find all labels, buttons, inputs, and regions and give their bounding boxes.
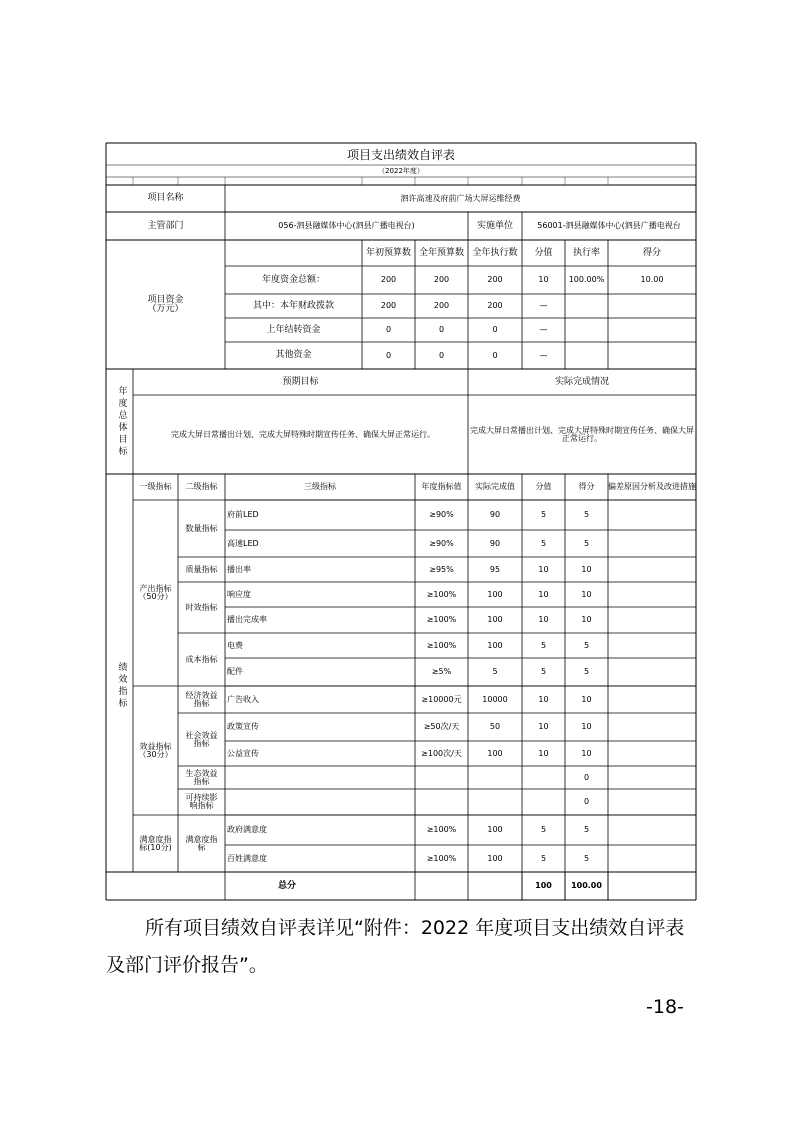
perf-row-score	[565, 500, 608, 530]
perf-row-name	[227, 845, 415, 872]
fund-cell	[565, 342, 608, 369]
dept-label-text: 主管部门	[147, 220, 184, 231]
perf-row-name	[227, 713, 415, 741]
fund-cell	[608, 318, 696, 342]
perf-row-actual	[468, 582, 522, 607]
perf-row-weight-text: 5	[540, 825, 547, 834]
dept-label	[106, 212, 225, 240]
perf-row-score	[565, 815, 608, 845]
perf-row-name-text: 响应度	[227, 589, 251, 599]
perf-row-score	[565, 766, 608, 789]
perf-row-score-text: 5	[583, 853, 590, 863]
perf-header-target	[415, 474, 468, 500]
goal-actual-text	[470, 395, 694, 474]
perf-row-target	[415, 607, 468, 633]
level2-satisfaction	[178, 815, 225, 872]
fund-header	[468, 240, 522, 266]
perf-row-weight-text: 10	[538, 589, 549, 599]
perf-header-level1	[133, 474, 178, 500]
perf-row-score	[565, 633, 608, 658]
perf-row-weight	[522, 815, 565, 845]
goal-expected-header-text: 预期目标	[282, 376, 319, 387]
perf-row-score-text: 10	[581, 564, 592, 574]
perf-header-weight	[522, 474, 565, 500]
perf-row-target	[415, 557, 468, 582]
perf-row-actual	[468, 815, 522, 845]
level2-timeliness	[178, 582, 225, 633]
project-name-value-text: 泗许高速及府前广场大屏运维经费	[400, 193, 521, 203]
perf-row-actual-text: 100	[487, 640, 503, 650]
total-label-text: 总分	[277, 880, 296, 891]
perf-header-level1-text: 一级指标	[139, 482, 172, 491]
perf-row-actual	[468, 557, 522, 582]
goal-expected-text-text: 完成大屏日常播出计划、完成大屏特殊时期宣传任务、确保大屏正常运行。	[171, 429, 435, 439]
perf-row-name	[227, 530, 415, 557]
perf-row-weight	[522, 633, 565, 658]
perf-header-score	[565, 474, 608, 500]
perf-row-weight	[522, 713, 565, 741]
fund-row-name-text: 年度资金总额：	[261, 274, 325, 285]
fund-cell-text: 200	[380, 301, 397, 310]
fund-cell-text: 0	[438, 325, 445, 334]
paragraph-text: 所有项目绩效自评表详见“附件：2022 年度项目支出绩效自评表及部门评价报告”。	[106, 917, 685, 976]
perf-row-target	[415, 766, 468, 789]
perf-row-actual	[468, 686, 522, 713]
perf-row-score-text: 10	[581, 748, 592, 758]
perf-row-actual	[468, 789, 522, 815]
goal-actual-text-text: 完成大屏日常播出计划、完成大屏特殊时期宣传任务、确保大屏正常运行。	[470, 425, 694, 443]
table-title	[106, 146, 696, 163]
goal-actual-header	[468, 369, 696, 395]
total-label	[106, 872, 468, 900]
perf-row-weight-text: 5	[540, 640, 547, 650]
perf-header-weight-text: 分值	[535, 482, 552, 491]
perf-row-weight-text: 10	[538, 564, 549, 574]
fund-label-text: 项目资金 （万元）	[147, 294, 184, 314]
goal-label-text: 年度总体目标	[116, 386, 127, 458]
level1-benefit	[133, 686, 178, 815]
level2-sustainable-text: 可持续影 响指标	[185, 793, 218, 810]
fund-row-name-text: 其他资金	[275, 350, 312, 360]
perf-header-target-text: 年度指标值	[421, 482, 462, 491]
fund-row-name	[225, 318, 362, 342]
fund-cell	[362, 294, 415, 318]
perf-row-name-text: 百姓满意度	[227, 853, 267, 863]
perf-row-actual	[468, 741, 522, 766]
perf-row-score	[565, 658, 608, 686]
perf-row-name-text: 广告收入	[227, 694, 259, 704]
level1-output	[133, 500, 178, 686]
perf-row-target	[415, 633, 468, 658]
perf-row-actual-text: 100	[487, 589, 503, 599]
perf-row-score-text: 10	[581, 694, 592, 704]
perf-row-score-text: 0	[583, 772, 590, 782]
perf-row-weight	[522, 557, 565, 582]
perf-row-score-text: 5	[583, 510, 590, 519]
perf-row-actual	[468, 633, 522, 658]
perf-row-actual	[468, 530, 522, 557]
perf-header-deviation	[608, 474, 696, 500]
fund-cell-text: 200	[487, 301, 503, 310]
perf-header-actual-text: 实际完成值	[475, 482, 515, 491]
table-year-text: （2022年度）	[378, 167, 424, 175]
fund-cell	[522, 318, 565, 342]
fund-cell	[522, 294, 565, 318]
perf-row-target	[415, 815, 468, 845]
perf-row-target	[415, 582, 468, 607]
perf-header-score-text: 得分	[578, 482, 595, 491]
perf-row-actual	[468, 713, 522, 741]
perf-row-target	[415, 789, 468, 815]
perf-row-weight	[522, 607, 565, 633]
impl-label	[468, 212, 522, 240]
body-paragraph	[106, 910, 696, 984]
perf-row-actual	[468, 658, 522, 686]
perf-row-target-text: ≥100%	[426, 615, 457, 624]
perf-row-name	[227, 500, 415, 530]
fund-cell	[565, 266, 608, 294]
perf-row-target-text: ≥90%	[429, 538, 454, 548]
fund-cell-text: —	[539, 301, 548, 310]
perf-row-score-text: 0	[583, 797, 590, 806]
fund-cell	[522, 266, 565, 294]
fund-row-name	[225, 266, 362, 294]
level1-satisfaction	[133, 815, 178, 872]
perf-row-actual-text: 100	[487, 748, 503, 758]
perf-row-weight-text: 10	[538, 722, 549, 731]
fund-cell	[415, 318, 468, 342]
perf-row-score-text: 10	[581, 589, 592, 599]
perf-row-name-text: 播出完成率	[227, 615, 267, 624]
total-weight	[522, 872, 565, 900]
level2-ecological	[178, 766, 225, 789]
fund-cell	[565, 318, 608, 342]
perf-row-score	[565, 607, 608, 633]
perf-row-score-text: 10	[581, 615, 592, 624]
perf-row-target-text: ≥100次/天	[421, 748, 462, 758]
total-score-text: 100.00	[571, 881, 602, 890]
page-number: -18-	[646, 996, 684, 1018]
fund-cell-text: 200	[380, 275, 397, 284]
perf-row-name-text: 公益宣传	[227, 748, 259, 758]
perf-row-score-text: 5	[583, 538, 590, 548]
level1-output-text: 产出指标 （50分）	[138, 584, 173, 601]
impl-label-text: 实施单位	[476, 220, 513, 231]
perf-row-name	[227, 789, 415, 815]
perf-row-weight	[522, 741, 565, 766]
goal-expected-text	[140, 395, 466, 474]
perf-row-name-text: 电费	[227, 640, 243, 650]
dept-value	[225, 212, 468, 240]
table-title-text: 项目支出绩效自评表	[346, 147, 455, 162]
perf-row-score	[565, 713, 608, 741]
perf-row-name-text: 府前LED	[227, 510, 259, 519]
fund-cell	[468, 294, 522, 318]
perf-row-weight-text: 5	[540, 853, 547, 863]
perf-row-score-text: 5	[583, 667, 590, 676]
perf-row-actual-text: 100	[487, 853, 503, 863]
fund-cell-text: —	[539, 325, 548, 334]
fund-cell	[522, 342, 565, 369]
perf-row-actual	[468, 607, 522, 633]
perf-row-weight	[522, 500, 565, 530]
fund-header	[415, 240, 468, 266]
fund-cell	[468, 266, 522, 294]
fund-cell-text: 0	[492, 325, 498, 334]
perf-row-target	[415, 845, 468, 872]
perf-header-level2-text: 二级指标	[185, 482, 218, 491]
perf-row-target-text: ≥100%	[426, 589, 457, 599]
fund-header-text: 分值	[534, 247, 553, 258]
level2-cost-text: 成本指标	[185, 654, 218, 664]
perf-row-weight-text: 10	[538, 694, 549, 704]
level2-social-text: 社会效益 指标	[185, 730, 218, 748]
level2-quality-text: 质量指标	[185, 564, 218, 574]
perf-row-score	[565, 686, 608, 713]
fund-cell-text: 0	[385, 350, 392, 360]
perf-row-name-text: 配件	[227, 667, 243, 676]
fund-header-text: 得分	[642, 247, 661, 258]
impl-value-text: 56001-泗县融媒体中心(泗县广播电视台	[537, 221, 681, 230]
perf-row-name	[227, 741, 415, 766]
perf-row-weight	[522, 658, 565, 686]
fund-cell-text: 0	[438, 350, 445, 360]
fund-cell	[565, 294, 608, 318]
perf-row-actual-text: 90	[489, 510, 501, 519]
perf-row-score	[565, 530, 608, 557]
fund-header-text: 全年执行数	[472, 247, 518, 258]
perf-row-actual-text: 5	[492, 667, 498, 676]
impl-value	[522, 212, 696, 240]
level2-social	[178, 713, 225, 766]
perf-row-target-text: ≥100%	[426, 825, 457, 834]
perf-row-weight-text: 10	[538, 615, 549, 624]
perf-row-actual-text: 10000	[482, 694, 508, 704]
fund-header-text: 执行率	[572, 247, 600, 258]
fund-header	[565, 240, 608, 266]
perf-header-deviation-text: 偏差原因分析及改进措施	[608, 482, 696, 491]
fund-cell	[608, 266, 696, 294]
perf-row-actual-text: 95	[489, 564, 501, 574]
perf-row-actual	[468, 766, 522, 789]
perf-row-target-text: ≥95%	[429, 564, 454, 574]
perf-row-name-text: 高速LED	[227, 538, 259, 548]
perf-row-target	[415, 530, 468, 557]
perf-row-weight	[522, 686, 565, 713]
perf-row-target	[415, 713, 468, 741]
fund-row-name-text: 上年结转资金	[266, 324, 321, 335]
perf-row-target-text: ≥50次/天	[423, 722, 460, 731]
perf-row-name	[227, 607, 415, 633]
fund-cell	[362, 318, 415, 342]
fund-cell-text: 100.00%	[568, 275, 605, 284]
perf-row-score	[565, 557, 608, 582]
perf-row-weight-text: 5	[540, 538, 547, 548]
fund-cell-text: 10.00	[640, 275, 664, 284]
fund-cell	[468, 342, 522, 369]
perf-row-target	[415, 741, 468, 766]
project-name-label-text: 项目名称	[147, 193, 184, 203]
perf-row-target	[415, 686, 468, 713]
perf-row-score-text: 5	[583, 825, 590, 834]
dept-value-text: 056-泗县融媒体中心(泗县广播电视台)	[278, 221, 415, 230]
perf-row-weight	[522, 582, 565, 607]
perf-header-actual	[468, 474, 522, 500]
perf-header-level3-text: 三级指标	[304, 482, 336, 491]
perf-row-weight-text: 10	[538, 748, 549, 758]
level1-satisfaction-text: 满意度指 标(10分)	[139, 834, 172, 852]
perf-row-actual-text: 90	[489, 538, 501, 548]
level2-quantity	[178, 500, 225, 557]
perf-row-score	[565, 845, 608, 872]
perf-header-level3	[225, 474, 415, 500]
fund-cell-text: 10	[538, 275, 549, 284]
perf-row-name-text: 政府满意度	[227, 825, 267, 834]
perf-row-actual-text: 100	[487, 825, 503, 834]
perf-row-score-text: 10	[581, 722, 592, 731]
perf-row-name-text: 播出率	[227, 564, 251, 574]
table-year	[106, 166, 696, 177]
perf-row-weight	[522, 845, 565, 872]
level2-sustainable	[178, 789, 225, 815]
fund-header	[608, 240, 696, 266]
fund-cell	[362, 342, 415, 369]
total-weight-text: 100	[535, 881, 552, 890]
fund-cell	[415, 266, 468, 294]
perf-row-weight	[522, 530, 565, 557]
perf-row-name	[227, 582, 415, 607]
perf-header-level2	[178, 474, 225, 500]
project-name-value	[225, 185, 696, 212]
fund-cell-text: —	[539, 350, 548, 360]
goal-label	[108, 372, 134, 472]
perf-row-name	[227, 815, 415, 845]
fund-row-name	[225, 342, 362, 369]
performance-label	[108, 500, 134, 872]
fund-cell	[362, 266, 415, 294]
fund-header	[362, 240, 415, 266]
fund-cell	[468, 318, 522, 342]
perf-row-name	[227, 633, 415, 658]
perf-row-name	[227, 557, 415, 582]
perf-row-actual-text: 50	[489, 722, 501, 731]
level2-economic-text: 经济效益 指标	[185, 690, 218, 708]
perf-row-weight-text: 5	[540, 667, 547, 676]
perf-row-name	[227, 658, 415, 686]
perf-row-weight	[522, 789, 565, 815]
perf-row-target-text: ≥5%	[431, 667, 452, 676]
fund-cell	[608, 342, 696, 369]
level2-quality	[178, 557, 225, 582]
perf-row-target-text: ≥100%	[426, 853, 457, 863]
fund-cell-text: 0	[492, 350, 498, 360]
fund-header-text: 全年预算数	[418, 247, 464, 258]
perf-row-actual-text: 100	[487, 615, 503, 624]
total-score	[565, 872, 608, 900]
fund-cell-text: 200	[433, 301, 450, 310]
performance-label-text: 绩效指标	[116, 662, 127, 710]
fund-cell	[415, 342, 468, 369]
perf-row-score	[565, 789, 608, 815]
perf-row-target	[415, 658, 468, 686]
level2-timeliness-text: 时效指标	[185, 602, 218, 612]
level2-satisfaction-text: 满意度指 标	[185, 834, 218, 852]
perf-row-score-text: 5	[583, 640, 590, 650]
level2-ecological-text: 生态效益 指标	[185, 768, 218, 786]
goal-actual-header-text: 实际完成情况	[554, 376, 609, 387]
perf-row-weight	[522, 766, 565, 789]
perf-row-target-text: ≥10000元	[421, 694, 462, 704]
fund-header-text: 年初预算数	[365, 247, 411, 258]
goal-expected-header	[133, 369, 468, 395]
project-name-label	[106, 185, 225, 212]
perf-row-score	[565, 741, 608, 766]
perf-row-actual	[468, 500, 522, 530]
perf-row-name-text: 政策宣传	[227, 722, 259, 731]
fund-row-name-text: 其中：本年财政拨款	[252, 300, 334, 311]
perf-row-target-text: ≥100%	[426, 640, 457, 650]
fund-label	[106, 240, 225, 369]
perf-row-name	[227, 766, 415, 789]
fund-cell	[608, 294, 696, 318]
perf-row-weight-text: 5	[540, 510, 547, 519]
perf-row-target	[415, 500, 468, 530]
perf-row-target-text: ≥90%	[429, 510, 454, 519]
fund-header	[522, 240, 565, 266]
fund-row-name	[225, 294, 362, 318]
fund-cell-text: 0	[385, 325, 392, 334]
level2-cost	[178, 633, 225, 686]
fund-cell	[415, 294, 468, 318]
perf-row-actual	[468, 845, 522, 872]
level1-benefit-text: 效益指标 （30分）	[138, 741, 173, 759]
level2-economic	[178, 686, 225, 713]
level2-quantity-text: 数量指标	[185, 523, 218, 533]
fund-cell-text: 200	[487, 275, 503, 284]
perf-row-name	[227, 686, 415, 713]
fund-cell-text: 200	[433, 275, 450, 284]
perf-row-score	[565, 582, 608, 607]
